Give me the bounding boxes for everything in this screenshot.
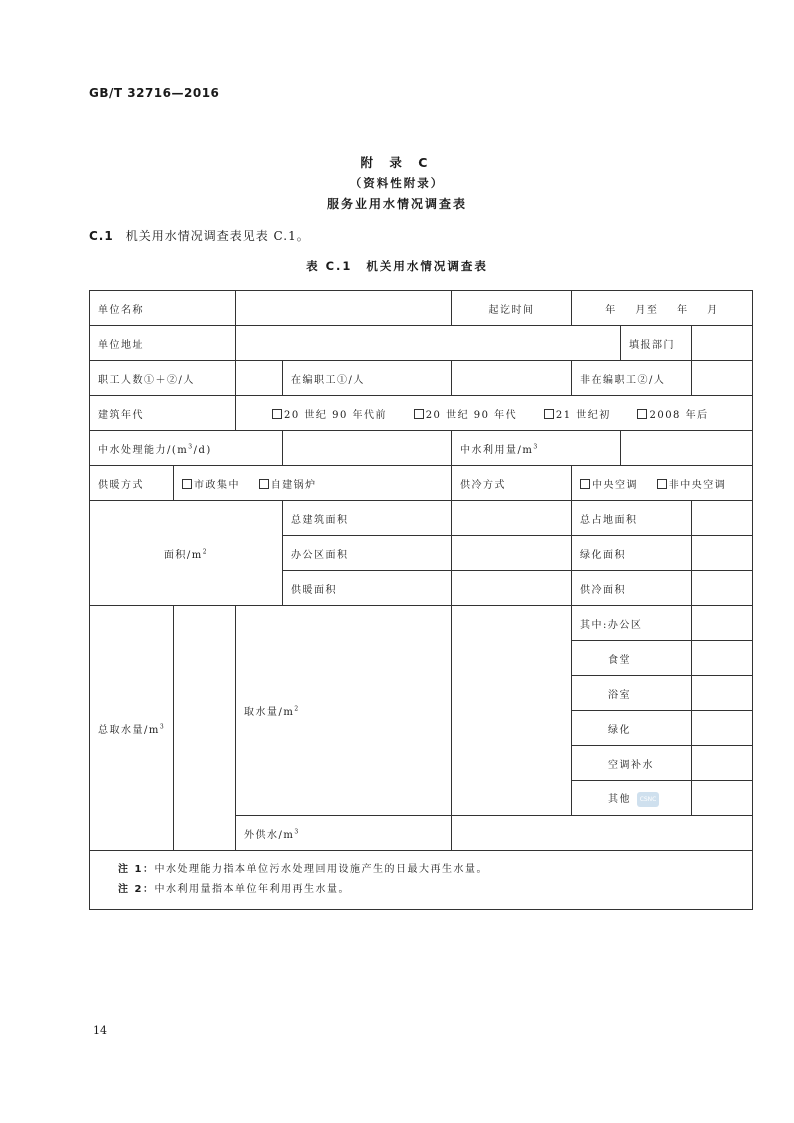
period-value[interactable]: 年 月至 年 月 [572,291,753,326]
checkbox-cooling-noncentral[interactable] [657,479,667,489]
watermark-logo: CSNC [637,792,659,807]
intake-label: 取水量$/m^2$ [236,606,452,816]
office-area-label: 办公区面积 [283,536,452,571]
section-number: C.1 [89,229,114,243]
breakdown-green-cell[interactable] [692,711,753,746]
table-row [90,396,753,431]
era-option-label: 2008 年后 [649,409,709,421]
period-label: 起讫时间 [452,291,572,326]
reclaim-capacity-label: 中水处理能力$/(m^3/d)$ [90,431,283,466]
breakdown-office-cell[interactable] [692,606,753,641]
table-row [90,291,753,326]
staff-regular-label: 在编职工①/人 [283,361,452,396]
breakdown-ac-label: 空调补水 [572,746,692,781]
cooling-area-cell[interactable] [692,571,753,606]
era-option-label: 20 世纪 90 年代前 [284,409,387,421]
section-c1 [89,227,310,244]
external-supply-label: 外供水$/m^3$ [236,816,452,851]
table-row [90,431,753,466]
cooling-option-label: 非中央空调 [668,479,727,491]
office-area-cell[interactable] [452,536,572,571]
breakdown-bath-cell[interactable] [692,676,753,711]
table-row [90,466,753,501]
breakdown-bath-label: 浴室 [572,676,692,711]
reclaim-use-cell[interactable] [621,431,753,466]
checkbox-era-3[interactable] [544,409,554,419]
breakdown-canteen-label: 食堂 [572,641,692,676]
total-land-area-cell[interactable] [692,501,753,536]
table-caption-number: 表 C.1 [306,259,353,273]
department-label: 填报部门 [621,326,692,361]
intake-cell[interactable] [452,606,572,816]
appendix-subtitle: 服务业用水情况调查表 [326,197,467,211]
note-1: 注 1：中水处理能力指本单位污水处理回用设施产生的日最大再生水量。 [118,864,488,875]
total-intake-cell[interactable] [174,606,236,851]
total-intake-label: 总取水量$/m^3$ [90,606,174,851]
checkbox-heating-boiler[interactable] [259,479,269,489]
total-building-area-cell[interactable] [452,501,572,536]
heating-options [174,466,452,501]
staff-total-label: 职工人数①＋②/人 [90,361,236,396]
survey-table [89,290,753,910]
reclaim-use-label: 中水利用量$/m^3$ [452,431,621,466]
breakdown-office-label: 其中:办公区 [572,606,692,641]
external-supply-cell[interactable] [452,816,753,851]
appendix-title: 附 录 C [360,155,434,170]
staff-nonregular-cell[interactable] [692,361,753,396]
breakdown-ac-cell[interactable] [692,746,753,781]
table-caption-title: 机关用水情况调查表 [366,259,488,273]
page-number: 14 [93,1024,107,1037]
table-row [90,606,753,641]
table-row [90,501,753,536]
unit-name-label: 单位名称 [90,291,236,326]
cooling-mode-label: 供冷方式 [452,466,572,501]
table-caption [0,258,794,274]
address-label: 单位地址 [90,326,236,361]
checkbox-heating-municipal[interactable] [182,479,192,489]
staff-total-cell[interactable] [236,361,283,396]
era-option-label: 21 世纪初 [555,409,611,421]
unit-name-cell[interactable] [236,291,452,326]
cooling-area-label: 供冷面积 [572,571,692,606]
staff-regular-cell[interactable] [452,361,572,396]
table-row [90,361,753,396]
building-era-options [236,396,753,431]
checkbox-cooling-central[interactable] [580,479,590,489]
appendix-type: （资料性附录） [349,176,445,190]
section-text: 机关用水情况调查表见表 C.1。 [125,229,310,243]
heating-option-label: 自建锅炉 [270,479,317,491]
green-area-label: 绿化面积 [572,536,692,571]
address-cell[interactable] [236,326,621,361]
heating-option-label: 市政集中 [194,479,240,491]
department-cell[interactable] [692,326,753,361]
table-row [90,326,753,361]
table-row [90,851,753,910]
building-era-label: 建筑年代 [90,396,236,431]
area-label: 面积$/m^2$ [90,501,283,606]
green-area-cell[interactable] [692,536,753,571]
breakdown-green-label: 绿化 [572,711,692,746]
heating-area-cell[interactable] [452,571,572,606]
checkbox-era-4[interactable] [637,409,647,419]
heating-mode-label: 供暖方式 [90,466,174,501]
staff-nonregular-label: 非在编职工②/人 [572,361,692,396]
note-2: 注 2：中水利用量指本单位年利用再生水量。 [118,884,350,895]
checkbox-era-1[interactable] [272,409,282,419]
standard-number: GB/T 32716—2016 [89,86,220,100]
breakdown-canteen-cell[interactable] [692,641,753,676]
total-land-area-label: 总占地面积 [572,501,692,536]
reclaim-capacity-cell[interactable] [283,431,452,466]
breakdown-other-label: 其他 CSNC [572,781,692,816]
era-option-label: 20 世纪 90 年代 [425,409,518,421]
breakdown-other-cell[interactable] [692,781,753,816]
cooling-options [572,466,753,501]
checkbox-era-2[interactable] [414,409,424,419]
table-notes [90,851,753,910]
heating-area-label: 供暖面积 [283,571,452,606]
cooling-option-label: 中央空调 [592,479,639,491]
total-building-area-label: 总建筑面积 [283,501,452,536]
